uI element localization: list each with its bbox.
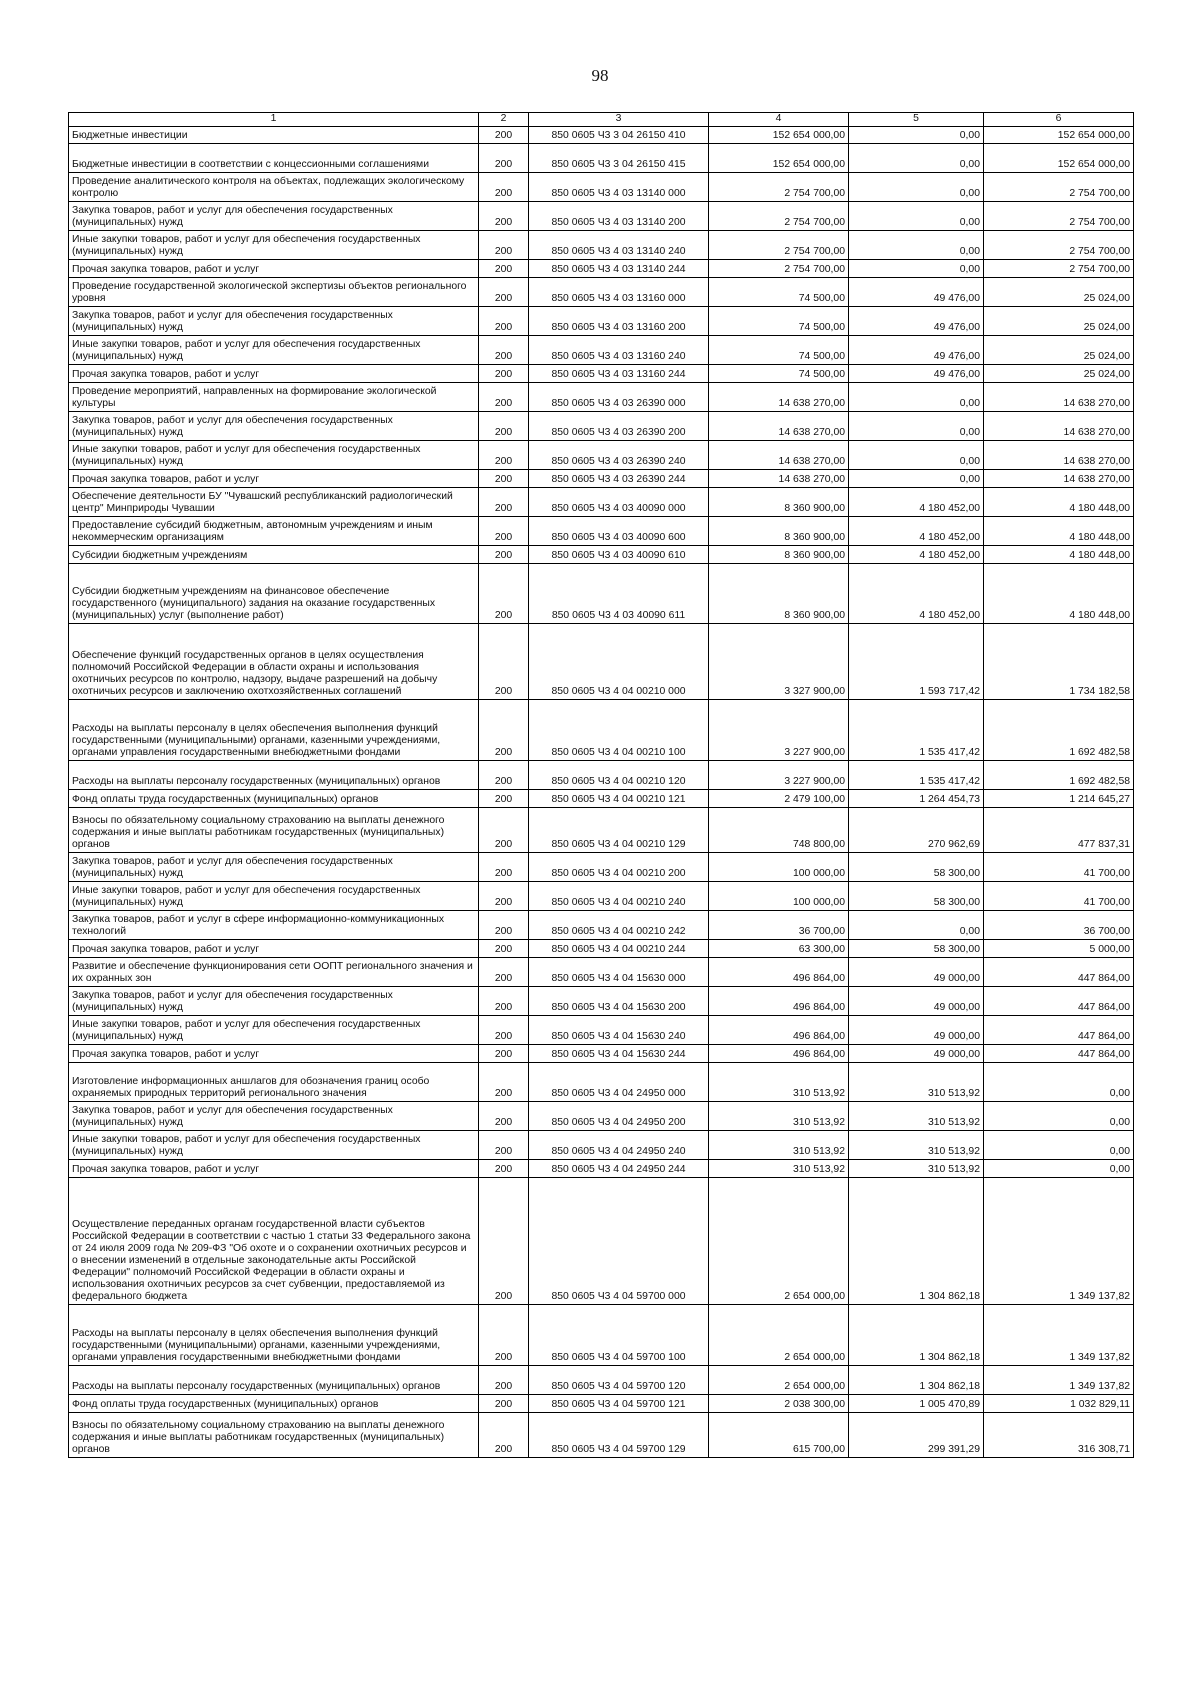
row-classification-cell: 850 0605 Ч3 4 03 13140 240	[529, 231, 709, 260]
row-executed-cell: 1 264 454,73	[849, 790, 984, 808]
row-code-cell: 200	[479, 202, 529, 231]
row-name-cell: Закупка товаров, работ и услуг для обеспечения государственных (муниципальных) нужд	[69, 987, 479, 1016]
row-executed-cell: 0,00	[849, 383, 984, 412]
row-classification-cell: 850 0605 Ч3 4 03 40090 611	[529, 564, 709, 624]
page-number: 98	[591, 66, 609, 85]
row-remaining-cell: 41 700,00	[984, 853, 1134, 882]
row-plan-cell: 2 754 700,00	[709, 202, 849, 231]
row-classification-cell: 850 0605 Ч3 4 03 13140 244	[529, 260, 709, 278]
row-name-cell: Закупка товаров, работ и услуг в сфере информационно-коммуникационных технологий	[69, 911, 479, 940]
row-classification-cell: 850 0605 Ч3 4 04 15630 000	[529, 958, 709, 987]
row-code-cell: 200	[479, 517, 529, 546]
row-name-cell: Иные закупки товаров, работ и услуг для обеспечения государственных (муниципальных) нужд	[69, 882, 479, 911]
row-remaining-cell: 4 180 448,00	[984, 488, 1134, 517]
row-remaining-cell: 0,00	[984, 1160, 1134, 1178]
row-name-cell: Обеспечение функций государственных органов в целях осуществления полномочий Российской Федерации в области охраны и использования охотничьих ресурсов по контролю, надзору, выдаче разрешений на добычу охотничьих ресурсов и заключению охотхозяйственных соглашений	[69, 624, 479, 700]
row-plan-cell: 310 513,92	[709, 1063, 849, 1102]
row-remaining-cell: 36 700,00	[984, 911, 1134, 940]
table-row	[69, 383, 1134, 412]
row-code-cell: 200	[479, 383, 529, 412]
table-row	[69, 412, 1134, 441]
row-name-cell: Прочая закупка товаров, работ и услуг	[69, 940, 479, 958]
row-remaining-cell: 447 864,00	[984, 1045, 1134, 1063]
row-remaining-cell: 477 837,31	[984, 808, 1134, 853]
row-plan-cell: 36 700,00	[709, 911, 849, 940]
row-remaining-cell: 1 349 137,82	[984, 1366, 1134, 1395]
row-remaining-cell: 14 638 270,00	[984, 383, 1134, 412]
row-executed-cell: 0,00	[849, 911, 984, 940]
table-row	[69, 1131, 1134, 1160]
row-name-cell: Расходы на выплаты персоналу государственных (муниципальных) органов	[69, 1366, 479, 1395]
row-plan-cell: 2 479 100,00	[709, 790, 849, 808]
row-plan-cell: 3 327 900,00	[709, 624, 849, 700]
table-row	[69, 173, 1134, 202]
row-executed-cell: 0,00	[849, 231, 984, 260]
table-row	[69, 1045, 1134, 1063]
row-plan-cell: 3 227 900,00	[709, 761, 849, 790]
table-row	[69, 987, 1134, 1016]
row-executed-cell: 1 304 862,18	[849, 1178, 984, 1305]
row-plan-cell: 74 500,00	[709, 307, 849, 336]
row-executed-cell: 49 476,00	[849, 307, 984, 336]
table-row	[69, 940, 1134, 958]
row-executed-cell: 0,00	[849, 127, 984, 144]
row-plan-cell: 310 513,92	[709, 1160, 849, 1178]
row-executed-cell: 4 180 452,00	[849, 488, 984, 517]
row-classification-cell: 850 0605 Ч3 4 03 40090 600	[529, 517, 709, 546]
row-name-cell: Осуществление переданных органам государственной власти субъектов Российской Федерации в соответствии с частью 1 статьи 33 Федерального закона от 24 июля 2009 года № 209-ФЗ "Об охоте и о сохранении охотничьих ресурсов и о внесении изменений в отдельные законодательные акты Российской Федерации" полномочий Российской Федерации в области охраны и использования охотничьих ресурсов за счет субвенции, предоставляемой из федерального бюджета	[69, 1178, 479, 1305]
row-code-cell: 200	[479, 470, 529, 488]
row-classification-cell: 850 0605 Ч3 4 04 15630 240	[529, 1016, 709, 1045]
row-code-cell: 200	[479, 1102, 529, 1131]
row-name-cell: Прочая закупка товаров, работ и услуг	[69, 260, 479, 278]
budget-table	[68, 112, 1134, 1458]
row-plan-cell: 3 227 900,00	[709, 700, 849, 761]
row-classification-cell: 850 0605 Ч3 4 04 59700 000	[529, 1178, 709, 1305]
row-code-cell: 200	[479, 412, 529, 441]
row-name-cell: Проведение аналитического контроля на объектах, подлежащих экологическому контролю	[69, 173, 479, 202]
table-row	[69, 144, 1134, 173]
table-row	[69, 958, 1134, 987]
row-plan-cell: 152 654 000,00	[709, 127, 849, 144]
row-remaining-cell: 5 000,00	[984, 940, 1134, 958]
row-plan-cell: 8 360 900,00	[709, 546, 849, 564]
row-remaining-cell: 14 638 270,00	[984, 412, 1134, 441]
row-executed-cell: 0,00	[849, 144, 984, 173]
row-code-cell: 200	[479, 940, 529, 958]
row-plan-cell: 8 360 900,00	[709, 564, 849, 624]
row-name-cell: Взносы по обязательному социальному страхованию на выплаты денежного содержания и иные выплаты работникам государственных (муниципальных) органов	[69, 1413, 479, 1458]
row-remaining-cell: 4 180 448,00	[984, 546, 1134, 564]
row-code-cell: 200	[479, 882, 529, 911]
row-plan-cell: 152 654 000,00	[709, 144, 849, 173]
row-plan-cell: 14 638 270,00	[709, 470, 849, 488]
table-row	[69, 1102, 1134, 1131]
row-classification-cell: 850 0605 Ч3 4 04 00210 100	[529, 700, 709, 761]
row-remaining-cell: 14 638 270,00	[984, 470, 1134, 488]
row-plan-cell: 14 638 270,00	[709, 441, 849, 470]
row-plan-cell: 14 638 270,00	[709, 412, 849, 441]
row-remaining-cell: 25 024,00	[984, 365, 1134, 383]
row-code-cell: 200	[479, 624, 529, 700]
row-executed-cell: 1 593 717,42	[849, 624, 984, 700]
row-executed-cell: 58 300,00	[849, 853, 984, 882]
row-executed-cell: 4 180 452,00	[849, 546, 984, 564]
row-name-cell: Проведение государственной экологической экспертизы объектов регионального уровня	[69, 278, 479, 307]
row-classification-cell: 850 0605 Ч3 4 04 24950 200	[529, 1102, 709, 1131]
row-classification-cell: 850 0605 Ч3 4 04 00210 129	[529, 808, 709, 853]
row-name-cell: Прочая закупка товаров, работ и услуг	[69, 470, 479, 488]
row-classification-cell: 850 0605 Ч3 4 03 13140 000	[529, 173, 709, 202]
table-row	[69, 882, 1134, 911]
row-plan-cell: 100 000,00	[709, 882, 849, 911]
row-remaining-cell: 316 308,71	[984, 1413, 1134, 1458]
row-code-cell: 200	[479, 808, 529, 853]
row-executed-cell: 1 304 862,18	[849, 1305, 984, 1366]
row-plan-cell: 74 500,00	[709, 336, 849, 365]
row-executed-cell: 299 391,29	[849, 1413, 984, 1458]
row-name-cell: Бюджетные инвестиции	[69, 127, 479, 144]
row-classification-cell: 850 0605 Ч3 4 03 40090 000	[529, 488, 709, 517]
row-classification-cell: 850 0605 Ч3 4 04 15630 244	[529, 1045, 709, 1063]
table-row	[69, 911, 1134, 940]
row-name-cell: Субсидии бюджетным учреждениям	[69, 546, 479, 564]
row-plan-cell: 100 000,00	[709, 853, 849, 882]
row-name-cell: Расходы на выплаты персоналу государственных (муниципальных) органов	[69, 761, 479, 790]
row-remaining-cell: 2 754 700,00	[984, 260, 1134, 278]
row-name-cell: Закупка товаров, работ и услуг для обеспечения государственных (муниципальных) нужд	[69, 412, 479, 441]
row-plan-cell: 2 754 700,00	[709, 173, 849, 202]
row-remaining-cell: 447 864,00	[984, 958, 1134, 987]
row-executed-cell: 1 535 417,42	[849, 700, 984, 761]
row-name-cell: Иные закупки товаров, работ и услуг для обеспечения государственных (муниципальных) нужд	[69, 1131, 479, 1160]
row-plan-cell: 2 654 000,00	[709, 1366, 849, 1395]
row-executed-cell: 49 000,00	[849, 987, 984, 1016]
row-name-cell: Иные закупки товаров, работ и услуг для обеспечения государственных (муниципальных) нужд	[69, 1016, 479, 1045]
row-remaining-cell: 2 754 700,00	[984, 231, 1134, 260]
row-plan-cell: 748 800,00	[709, 808, 849, 853]
row-executed-cell: 4 180 452,00	[849, 517, 984, 546]
row-executed-cell: 0,00	[849, 260, 984, 278]
row-plan-cell: 496 864,00	[709, 1045, 849, 1063]
row-plan-cell: 496 864,00	[709, 987, 849, 1016]
table-row	[69, 1305, 1134, 1366]
table-row	[69, 488, 1134, 517]
row-executed-cell: 49 476,00	[849, 336, 984, 365]
row-classification-cell: 850 0605 Ч3 4 03 26390 000	[529, 383, 709, 412]
table-row	[69, 278, 1134, 307]
row-classification-cell: 850 0605 Ч3 4 03 13160 240	[529, 336, 709, 365]
table-row	[69, 546, 1134, 564]
row-name-cell: Закупка товаров, работ и услуг для обеспечения государственных (муниципальных) нужд	[69, 202, 479, 231]
row-classification-cell: 850 0605 Ч3 3 04 26150 410	[529, 127, 709, 144]
row-classification-cell: 850 0605 Ч3 4 04 59700 129	[529, 1413, 709, 1458]
row-name-cell: Обеспечение деятельности БУ "Чувашский республиканский радиологический центр" Минприроды Чувашии	[69, 488, 479, 517]
row-classification-cell: 850 0605 Ч3 4 03 40090 610	[529, 546, 709, 564]
row-remaining-cell: 4 180 448,00	[984, 564, 1134, 624]
table-row	[69, 470, 1134, 488]
row-code-cell: 200	[479, 260, 529, 278]
row-remaining-cell: 1 032 829,11	[984, 1395, 1134, 1413]
row-code-cell: 200	[479, 853, 529, 882]
row-code-cell: 200	[479, 1131, 529, 1160]
row-remaining-cell: 1 734 182,58	[984, 624, 1134, 700]
row-remaining-cell: 2 754 700,00	[984, 173, 1134, 202]
row-code-cell: 200	[479, 1045, 529, 1063]
row-executed-cell: 0,00	[849, 412, 984, 441]
row-plan-cell: 74 500,00	[709, 278, 849, 307]
row-executed-cell: 49 476,00	[849, 278, 984, 307]
row-name-cell: Бюджетные инвестиции в соответствии с концессионными соглашениями	[69, 144, 479, 173]
row-remaining-cell: 0,00	[984, 1102, 1134, 1131]
row-classification-cell: 850 0605 Ч3 4 03 26390 244	[529, 470, 709, 488]
table-row	[69, 231, 1134, 260]
row-code-cell: 200	[479, 761, 529, 790]
row-code-cell: 200	[479, 173, 529, 202]
row-executed-cell: 310 513,92	[849, 1102, 984, 1131]
row-plan-cell: 496 864,00	[709, 958, 849, 987]
row-code-cell: 200	[479, 790, 529, 808]
row-plan-cell: 63 300,00	[709, 940, 849, 958]
row-code-cell: 200	[479, 336, 529, 365]
row-classification-cell: 850 0605 Ч3 4 03 13160 244	[529, 365, 709, 383]
row-plan-cell: 310 513,92	[709, 1102, 849, 1131]
column-header: 4	[709, 113, 849, 127]
row-classification-cell: 850 0605 Ч3 4 03 26390 240	[529, 441, 709, 470]
row-plan-cell: 496 864,00	[709, 1016, 849, 1045]
row-executed-cell: 1 005 470,89	[849, 1395, 984, 1413]
row-executed-cell: 0,00	[849, 470, 984, 488]
row-plan-cell: 2 754 700,00	[709, 260, 849, 278]
row-name-cell: Прочая закупка товаров, работ и услуг	[69, 365, 479, 383]
row-code-cell: 200	[479, 1413, 529, 1458]
table-row	[69, 517, 1134, 546]
row-plan-cell: 8 360 900,00	[709, 488, 849, 517]
table-row	[69, 336, 1134, 365]
row-plan-cell: 14 638 270,00	[709, 383, 849, 412]
row-executed-cell: 0,00	[849, 441, 984, 470]
row-remaining-cell: 25 024,00	[984, 307, 1134, 336]
row-code-cell: 200	[479, 307, 529, 336]
row-code-cell: 200	[479, 1305, 529, 1366]
row-name-cell: Закупка товаров, работ и услуг для обеспечения государственных (муниципальных) нужд	[69, 1102, 479, 1131]
table-row	[69, 564, 1134, 624]
row-classification-cell: 850 0605 Ч3 4 04 00210 240	[529, 882, 709, 911]
row-plan-cell: 2 038 300,00	[709, 1395, 849, 1413]
table-row	[69, 202, 1134, 231]
row-plan-cell: 2 654 000,00	[709, 1178, 849, 1305]
row-executed-cell: 0,00	[849, 202, 984, 231]
table-row	[69, 1413, 1134, 1458]
row-remaining-cell: 0,00	[984, 1063, 1134, 1102]
row-name-cell: Предоставление субсидий бюджетным, автономным учреждениям и иным некоммерческим организациям	[69, 517, 479, 546]
row-plan-cell: 74 500,00	[709, 365, 849, 383]
table-row	[69, 260, 1134, 278]
row-code-cell: 200	[479, 546, 529, 564]
row-code-cell: 200	[479, 1160, 529, 1178]
row-code-cell: 200	[479, 1016, 529, 1045]
row-code-cell: 200	[479, 1395, 529, 1413]
row-name-cell: Взносы по обязательному социальному страхованию на выплаты денежного содержания и иные выплаты работникам государственных (муниципальных) органов	[69, 808, 479, 853]
row-classification-cell: 850 0605 Ч3 3 04 26150 415	[529, 144, 709, 173]
row-executed-cell: 1 304 862,18	[849, 1366, 984, 1395]
row-name-cell: Расходы на выплаты персоналу в целях обеспечения выполнения функций государственными (муниципальными) органами, казенными учреждениями, органами управления государственными внебюджетными фондами	[69, 700, 479, 761]
table-row	[69, 127, 1134, 144]
table-row	[69, 808, 1134, 853]
row-remaining-cell: 152 654 000,00	[984, 144, 1134, 173]
row-classification-cell: 850 0605 Ч3 4 04 24950 000	[529, 1063, 709, 1102]
row-remaining-cell: 1 692 482,58	[984, 700, 1134, 761]
row-code-cell: 200	[479, 231, 529, 260]
row-remaining-cell: 4 180 448,00	[984, 517, 1134, 546]
row-name-cell: Прочая закупка товаров, работ и услуг	[69, 1045, 479, 1063]
row-plan-cell: 8 360 900,00	[709, 517, 849, 546]
table-row	[69, 365, 1134, 383]
row-remaining-cell: 447 864,00	[984, 987, 1134, 1016]
row-classification-cell: 850 0605 Ч3 4 04 00210 121	[529, 790, 709, 808]
row-name-cell: Расходы на выплаты персоналу в целях обеспечения выполнения функций государственными (муниципальными) органами, казенными учреждениями, органами управления государственными внебюджетными фондами	[69, 1305, 479, 1366]
row-plan-cell: 2 654 000,00	[709, 1305, 849, 1366]
row-remaining-cell: 447 864,00	[984, 1016, 1134, 1045]
row-code-cell: 200	[479, 958, 529, 987]
row-name-cell: Иные закупки товаров, работ и услуг для обеспечения государственных (муниципальных) нужд	[69, 336, 479, 365]
row-classification-cell: 850 0605 Ч3 4 04 00210 120	[529, 761, 709, 790]
row-name-cell: Закупка товаров, работ и услуг для обеспечения государственных (муниципальных) нужд	[69, 853, 479, 882]
row-code-cell: 200	[479, 127, 529, 144]
row-remaining-cell: 0,00	[984, 1131, 1134, 1160]
row-name-cell: Развитие и обеспечение функционирования сети ООПТ регионального значения и их охранных зон	[69, 958, 479, 987]
row-executed-cell: 310 513,92	[849, 1063, 984, 1102]
row-classification-cell: 850 0605 Ч3 4 04 59700 120	[529, 1366, 709, 1395]
row-name-cell: Фонд оплаты труда государственных (муниципальных) органов	[69, 1395, 479, 1413]
row-code-cell: 200	[479, 1366, 529, 1395]
row-remaining-cell: 1 692 482,58	[984, 761, 1134, 790]
row-executed-cell: 49 000,00	[849, 958, 984, 987]
row-executed-cell: 270 962,69	[849, 808, 984, 853]
row-executed-cell: 1 535 417,42	[849, 761, 984, 790]
row-classification-cell: 850 0605 Ч3 4 04 59700 121	[529, 1395, 709, 1413]
row-remaining-cell: 41 700,00	[984, 882, 1134, 911]
row-classification-cell: 850 0605 Ч3 4 03 26390 200	[529, 412, 709, 441]
row-name-cell: Прочая закупка товаров, работ и услуг	[69, 1160, 479, 1178]
row-classification-cell: 850 0605 Ч3 4 04 00210 000	[529, 624, 709, 700]
table-row	[69, 700, 1134, 761]
row-code-cell: 200	[479, 987, 529, 1016]
table-row	[69, 761, 1134, 790]
row-classification-cell: 850 0605 Ч3 4 04 00210 242	[529, 911, 709, 940]
table-row	[69, 441, 1134, 470]
column-header: 6	[984, 113, 1134, 127]
column-header: 1	[69, 113, 479, 127]
table-row	[69, 1366, 1134, 1395]
row-classification-cell: 850 0605 Ч3 4 03 13140 200	[529, 202, 709, 231]
row-executed-cell: 49 476,00	[849, 365, 984, 383]
table-row	[69, 307, 1134, 336]
table-row	[69, 790, 1134, 808]
row-remaining-cell: 1 349 137,82	[984, 1178, 1134, 1305]
row-plan-cell: 615 700,00	[709, 1413, 849, 1458]
row-executed-cell: 49 000,00	[849, 1045, 984, 1063]
row-classification-cell: 850 0605 Ч3 4 04 24950 240	[529, 1131, 709, 1160]
row-name-cell: Закупка товаров, работ и услуг для обеспечения государственных (муниципальных) нужд	[69, 307, 479, 336]
row-executed-cell: 58 300,00	[849, 940, 984, 958]
row-remaining-cell: 1 214 645,27	[984, 790, 1134, 808]
row-plan-cell: 2 754 700,00	[709, 231, 849, 260]
row-executed-cell: 4 180 452,00	[849, 564, 984, 624]
row-remaining-cell: 2 754 700,00	[984, 202, 1134, 231]
row-plan-cell: 310 513,92	[709, 1131, 849, 1160]
row-classification-cell: 850 0605 Ч3 4 04 59700 100	[529, 1305, 709, 1366]
row-code-cell: 200	[479, 1063, 529, 1102]
row-executed-cell: 310 513,92	[849, 1131, 984, 1160]
row-executed-cell: 0,00	[849, 173, 984, 202]
table-row	[69, 1395, 1134, 1413]
row-code-cell: 200	[479, 441, 529, 470]
row-code-cell: 200	[479, 365, 529, 383]
table-row	[69, 1178, 1134, 1305]
row-classification-cell: 850 0605 Ч3 4 03 13160 000	[529, 278, 709, 307]
row-name-cell: Субсидии бюджетным учреждениям на финансовое обеспечение государственного (муниципального) задания на оказание государственных (муниципальных) услуг (выполнение работ)	[69, 564, 479, 624]
row-classification-cell: 850 0605 Ч3 4 04 00210 244	[529, 940, 709, 958]
row-code-cell: 200	[479, 911, 529, 940]
row-classification-cell: 850 0605 Ч3 4 04 15630 200	[529, 987, 709, 1016]
row-remaining-cell: 152 654 000,00	[984, 127, 1134, 144]
row-executed-cell: 49 000,00	[849, 1016, 984, 1045]
row-classification-cell: 850 0605 Ч3 4 03 13160 200	[529, 307, 709, 336]
row-classification-cell: 850 0605 Ч3 4 04 00210 200	[529, 853, 709, 882]
row-code-cell: 200	[479, 564, 529, 624]
table-row	[69, 1063, 1134, 1102]
row-name-cell: Фонд оплаты труда государственных (муниципальных) органов	[69, 790, 479, 808]
row-code-cell: 200	[479, 488, 529, 517]
row-executed-cell: 58 300,00	[849, 882, 984, 911]
row-remaining-cell: 25 024,00	[984, 278, 1134, 307]
column-header: 3	[529, 113, 709, 127]
table-row	[69, 1016, 1134, 1045]
column-header: 2	[479, 113, 529, 127]
row-name-cell: Иные закупки товаров, работ и услуг для обеспечения государственных (муниципальных) нужд	[69, 441, 479, 470]
row-name-cell: Проведение мероприятий, направленных на формирование экологической культуры	[69, 383, 479, 412]
table-row	[69, 1160, 1134, 1178]
column-header: 5	[849, 113, 984, 127]
row-code-cell: 200	[479, 278, 529, 307]
row-code-cell: 200	[479, 1178, 529, 1305]
table-row	[69, 853, 1134, 882]
row-classification-cell: 850 0605 Ч3 4 04 24950 244	[529, 1160, 709, 1178]
row-remaining-cell: 14 638 270,00	[984, 441, 1134, 470]
row-code-cell: 200	[479, 144, 529, 173]
row-executed-cell: 310 513,92	[849, 1160, 984, 1178]
row-name-cell: Иные закупки товаров, работ и услуг для обеспечения государственных (муниципальных) нужд	[69, 231, 479, 260]
row-remaining-cell: 1 349 137,82	[984, 1305, 1134, 1366]
table-row	[69, 624, 1134, 700]
row-code-cell: 200	[479, 700, 529, 761]
column-number-row	[69, 113, 1134, 127]
row-name-cell: Изготовление информационных аншлагов для обозначения границ особо охраняемых природных территорий регионального значения	[69, 1063, 479, 1102]
row-remaining-cell: 25 024,00	[984, 336, 1134, 365]
